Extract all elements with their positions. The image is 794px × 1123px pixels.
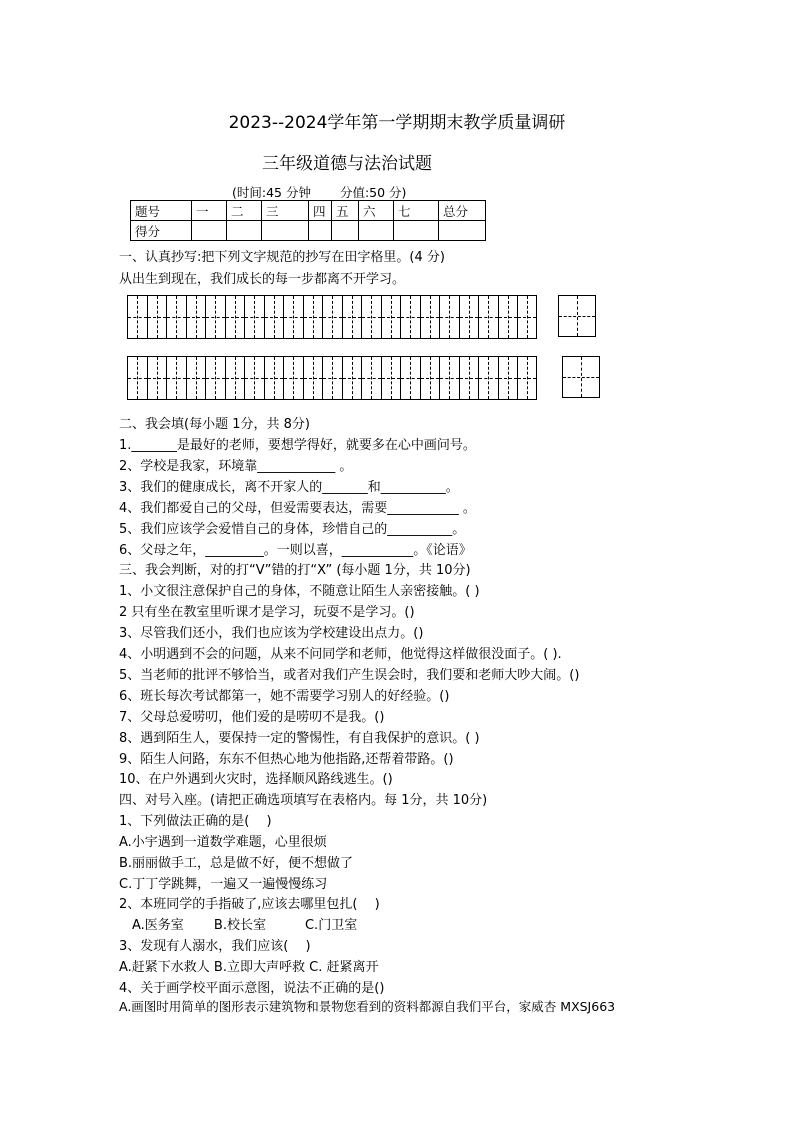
writing-grid-cell[interactable] xyxy=(498,357,518,399)
table-cell[interactable] xyxy=(309,221,332,241)
writing-grid-cell[interactable] xyxy=(439,357,459,399)
writing-grid-cell[interactable] xyxy=(342,357,362,399)
writing-grid-cell[interactable] xyxy=(381,296,401,338)
section4-heading: 四、对号入座。(请把正确选项填写在表格内。每 1分，共 10分) xyxy=(119,793,488,808)
writing-grid-cell[interactable] xyxy=(322,357,342,399)
table-cell[interactable] xyxy=(227,221,262,241)
writing-grid-cell[interactable] xyxy=(225,296,245,338)
writing-grid-cell[interactable] xyxy=(478,357,498,399)
writing-grid-cell[interactable] xyxy=(498,296,518,338)
writing-grid-cell[interactable] xyxy=(166,357,186,399)
writing-grid-cell[interactable] xyxy=(283,296,303,338)
section3-heading: 三、我会判断，对的打“V”错的打“X” (每小题 1分，共 10分) xyxy=(119,563,471,578)
writing-grid-cell[interactable] xyxy=(400,357,420,399)
table-cell: 总分 xyxy=(439,201,486,221)
choice-line: A.画图时用简单的图形表示建筑物和景物您看到的资料都源自我们平台，家威杏 MXSJ663 xyxy=(119,999,616,1014)
section2-heading: 二、我会填(每小题 1分，共 8分) xyxy=(119,417,310,432)
choice-line: A.医务室 B.校长室 C.门卫室 xyxy=(119,918,358,933)
choice-line: C.丁丁学跳舞，一遍又一遍慢慢练习 xyxy=(119,877,328,892)
choice-line: 2、本班同学的手指破了,应该去哪里包扎( ) xyxy=(119,897,380,912)
writing-grid-cell[interactable] xyxy=(283,357,303,399)
writing-grid-cell[interactable] xyxy=(439,296,459,338)
writing-grid-cell[interactable] xyxy=(517,296,537,338)
table-cell[interactable] xyxy=(262,221,309,241)
judge-item: 7、父母总爱唠叨，他们爱的是唠叨不是我。() xyxy=(119,710,385,725)
writing-grid-cell[interactable] xyxy=(478,296,498,338)
writing-grid-cell[interactable] xyxy=(225,357,245,399)
choice-line: B.丽丽做手工，总是做不好，便不想做了 xyxy=(119,856,354,871)
writing-grid-cell[interactable] xyxy=(517,357,537,399)
writing-grid-cell[interactable] xyxy=(186,357,206,399)
writing-grid-cell[interactable] xyxy=(420,296,440,338)
writing-grid-cell[interactable] xyxy=(303,296,323,338)
table-cell: 三 xyxy=(262,201,309,221)
table-cell: 七 xyxy=(394,201,439,221)
writing-grid-cell[interactable] xyxy=(205,296,225,338)
writing-grid-cell[interactable] xyxy=(244,296,264,338)
exam-subtitle: 三年级道德与法治试题 xyxy=(262,154,432,174)
writing-grid-cell[interactable] xyxy=(322,296,342,338)
writing-grid-cell[interactable] xyxy=(361,296,381,338)
writing-grid-cell[interactable] xyxy=(127,357,147,399)
table-cell: 得分 xyxy=(131,221,192,241)
choice-line: 1、下列做法正确的是( ) xyxy=(119,814,272,829)
fill-item: 1._______是最好的老师，要想学得好，就要多在心中画问号。 xyxy=(119,438,476,453)
writing-grid-cell[interactable] xyxy=(264,296,284,338)
writing-grid-cell[interactable] xyxy=(244,357,264,399)
writing-grid-cell[interactable] xyxy=(166,296,186,338)
writing-grid-cell[interactable] xyxy=(361,357,381,399)
judge-item: 6、班长每次考试都第一，她不需要学习别人的好经验。() xyxy=(119,689,450,704)
table-cell: 一 xyxy=(192,201,227,221)
table-cell[interactable] xyxy=(192,221,227,241)
writing-grid-cell[interactable] xyxy=(147,296,167,338)
judge-item: 3、尽管我们还小，我们也应该为学校建设出点力。() xyxy=(119,626,424,641)
fill-item: 4、我们都爱自己的父母，但爱需要表达，需要___________ 。 xyxy=(119,501,476,516)
table-cell[interactable] xyxy=(332,221,359,241)
writing-grid-cell[interactable] xyxy=(459,357,479,399)
writing-grid-cell[interactable] xyxy=(420,357,440,399)
judge-item: 10、在户外遇到火灾时，选择顺风路线逃生。() xyxy=(119,772,393,787)
judge-item: 8、遇到陌生人，要保持一定的警惕性，有自我保护的意识。( ) xyxy=(119,731,480,746)
judge-item: 2 只有坐在教室里听课才是学习，玩耍不是学习。() xyxy=(119,605,415,620)
fill-item: 6、父母之年，_________。一则以喜，___________。《论语》 xyxy=(119,543,472,558)
table-cell: 二 xyxy=(227,201,262,221)
writing-grid-cell[interactable] xyxy=(127,296,147,338)
choice-line: 4、关于画学校平面示意图，说法不正确的是() xyxy=(119,981,385,996)
writing-grid-cell[interactable] xyxy=(381,357,401,399)
writing-grid-row-1[interactable] xyxy=(127,295,537,339)
table-cell[interactable] xyxy=(394,221,439,241)
judge-item: 1、小文很注意保护自己的身体，不随意让陌生人亲密接触。( ) xyxy=(119,584,480,599)
writing-grid-cell[interactable] xyxy=(264,357,284,399)
exam-title: 2023--2024学年第一学期期末教学质量调研 xyxy=(228,113,566,133)
section1-heading: 一、认真抄写:把下列文字规范的抄写在田字格里。(4 分) xyxy=(119,250,445,265)
choice-line: A.小宇遇到一道数学难题，心里很烦 xyxy=(119,835,327,850)
choice-line: 3、发现有人溺水，我们应该( ) xyxy=(119,939,311,954)
table-row xyxy=(131,221,486,241)
table-cell: 六 xyxy=(359,201,394,221)
writing-grid-cell[interactable] xyxy=(147,357,167,399)
table-cell[interactable] xyxy=(439,221,486,241)
choice-line: A.赶紧下水救人 B.立即大声呼救 C. 赶紧离开 xyxy=(119,960,379,975)
writing-grid-cell[interactable] xyxy=(303,357,323,399)
writing-grid-cell[interactable] xyxy=(459,296,479,338)
fill-item: 5、我们应该学会爱惜自己的身体，珍惜自己的__________。 xyxy=(119,522,466,537)
writing-grid-row-2[interactable] xyxy=(127,356,537,400)
writing-grid-cell[interactable] xyxy=(186,296,206,338)
writing-grid-cell[interactable] xyxy=(342,296,362,338)
table-row xyxy=(131,201,486,221)
table-cell[interactable] xyxy=(359,221,394,241)
writing-grid-cell[interactable] xyxy=(205,357,225,399)
table-cell: 题号 xyxy=(131,201,192,221)
writing-grid-extra-cell[interactable] xyxy=(562,356,600,398)
writing-grid-cell[interactable] xyxy=(400,296,420,338)
table-cell: 五 xyxy=(332,201,359,221)
table-cell: 四 xyxy=(309,201,332,221)
fill-item: 2、学校是我家，环境靠____________ 。 xyxy=(119,459,353,474)
writing-grid-extra-cell[interactable] xyxy=(558,295,596,337)
score-table xyxy=(130,200,486,241)
judge-item: 4、小明遇到不会的问题，从来不问同学和老师，他觉得这样做很没面子。( ). xyxy=(119,647,562,662)
section1-copy-text: 从出生到现在，我们成长的每一步都离不开学习。 xyxy=(119,272,406,287)
judge-item: 5、当老师的批评不够恰当，或者对我们产生误会时，我们要和老师大吵大闹。() xyxy=(119,668,580,683)
judge-item: 9、陌生人问路，东东不但热心地为他指路,还帮着带路。() xyxy=(119,752,454,767)
fill-item: 3、我们的健康成长，离不开家人的_______和__________。 xyxy=(119,480,459,495)
exam-time-score: (时间:45 分钟 分值:50 分) xyxy=(232,185,407,200)
